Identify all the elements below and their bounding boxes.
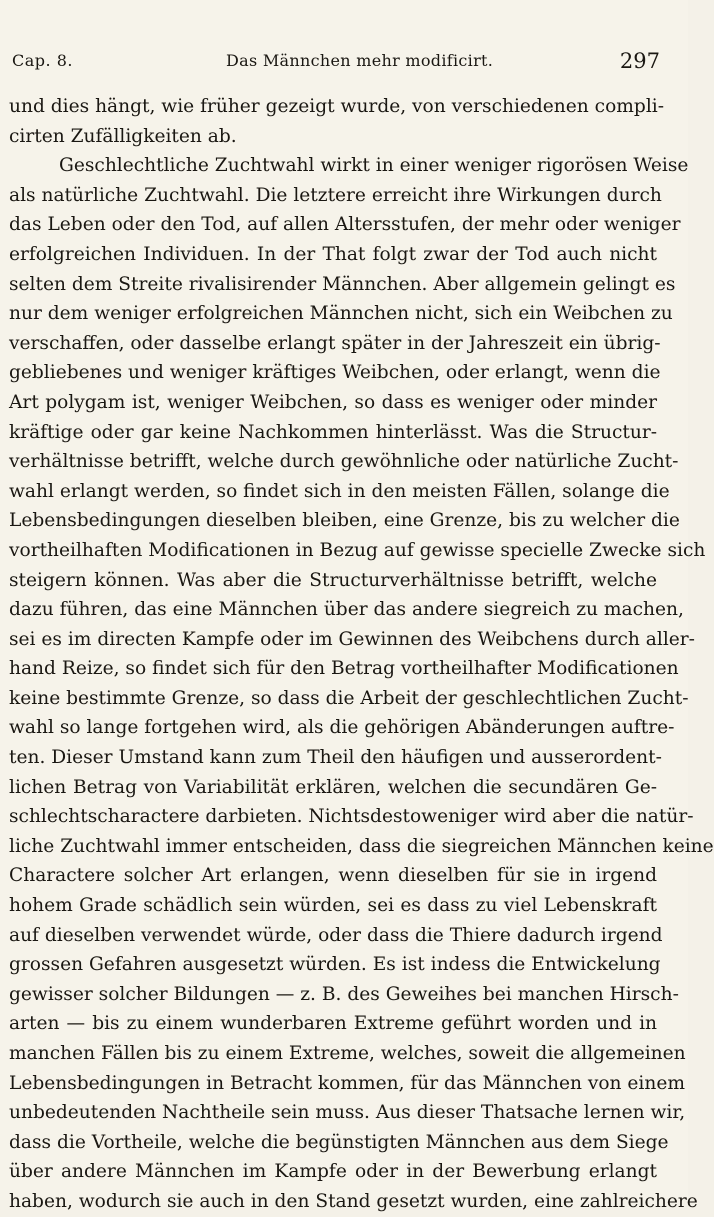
text-line: schlechtscharactere darbieten. Nichtsdestoweniger wird aber die natür- [9, 806, 694, 828]
text-line: keine bestimmte Grenze, so dass die Arbeit der geschlechtlichen Zucht- [9, 687, 689, 709]
text-line: liche Zuchtwahl immer entscheiden, dass die siegreichen Männchen keine [9, 835, 714, 857]
text-line: hohem Grade schädlich sein würden, sei es dass zu viel Lebenskraft [9, 895, 657, 917]
body-text [9, 92, 714, 1217]
text-line: Charactere solcher Art erlangen, wenn dieselben für sie in irgend [9, 865, 657, 887]
text-line: erfolgreichen Individuen. In der That folgt zwar der Tod auch nicht [9, 243, 657, 265]
text-line: auf dieselben verwendet würde, oder dass die Thiere dadurch irgend [9, 924, 663, 946]
text-line: selten dem Streite rivalisirender Männchen. Aber allgemein gelingt es [9, 273, 676, 295]
text-line: Lebensbedingungen in Betracht kommen, für das Männchen von einem [9, 1072, 685, 1094]
text-line: dass die Vortheile, welche die begünstigten Männchen aus dem Siege [9, 1131, 669, 1153]
chapter-label: Cap. 8. [12, 51, 73, 70]
text-line: vortheilhaften Modificationen in Bezug auf gewisse specielle Zwecke sich [9, 539, 706, 561]
text-line: manchen Fällen bis zu einem Extreme, welches, soweit die allgemeinen [9, 1043, 686, 1064]
text-line: dazu führen, das eine Männchen über das andere siegreich zu machen, [9, 599, 684, 621]
text-line: Geschlechtliche Zuchtwahl wirkt in einer weniger rigorösen Weise [59, 155, 689, 177]
text-line: kräftige oder gar keine Nachkommen hinterlässt. Was die Structur- [9, 421, 657, 443]
text-line: verschaffen, oder dasselbe erlangt später in der Jahreszeit ein übrig- [9, 332, 661, 354]
text-line: hand Reize, so findet sich für den Betrag vortheilhafter Modificationen [9, 658, 679, 680]
text-line: wahl so lange fortgehen wird, als die gehörigen Abänderungen auftre- [9, 717, 675, 739]
text-line: arten — bis zu einem wunderbaren Extreme geführt worden und in [9, 1013, 657, 1035]
text-line: wahl erlangt werden, so findet sich in den meisten Fällen, solange die [9, 480, 670, 502]
text-line: haben, wodurch sie auch in den Stand gesetzt wurden, eine zahlreichere [9, 1190, 698, 1212]
text-line: als natürliche Zuchtwahl. Die letztere erreicht ihre Wirkungen durch [9, 184, 662, 206]
text-line: unbedeutenden Nachtheile sein muss. Aus dieser Thatsache lernen wir, [9, 1102, 686, 1124]
text-line: Art polygam ist, weniger Weibchen, so dass es weniger oder minder [9, 391, 657, 413]
page-number: 297 [619, 49, 660, 73]
text-line: sei es im directen Kampfe oder im Gewinnen des Weibchens durch aller- [9, 628, 695, 650]
text-line: lichen Betrag von Variabilität erklären, welchen die secundären Ge- [9, 776, 657, 798]
text-line: gewisser solcher Bildungen — z. B. des Geweihes bei manchen Hirsch- [9, 983, 679, 1005]
text-line: grossen Gefahren ausgesetzt würden. Es ist indess die Entwickelung [9, 954, 661, 976]
text-line: verhältnisse betrifft, welche durch gewöhnliche oder natürliche Zucht- [9, 451, 679, 473]
text-line: gebliebenes und weniger kräftiges Weibchen, oder erlangt, wenn die [9, 362, 661, 384]
text-line: das Leben oder den Tod, auf allen Altersstufen, der mehr oder weniger [9, 214, 681, 236]
text-line: cirten Zufälligkeiten ab. [9, 125, 237, 147]
text-line: nur dem weniger erfolgreichen Männchen nicht, sich ein Weibchen zu [9, 303, 673, 325]
text-line: steigern können. Was aber die Structurverhältnisse betrifft, welche [9, 569, 657, 591]
page-header [12, 47, 662, 77]
text-line: und dies hängt, wie früher gezeigt wurde, von verschiedenen compli- [9, 96, 664, 117]
text-line: ten. Dieser Umstand kann zum Theil den häufigen und ausserordent- [9, 747, 662, 769]
text-line: Lebensbedingungen dieselben bleiben, eine Grenze, bis zu welcher die [9, 510, 680, 532]
running-title: Das Männchen mehr modificirt. [226, 51, 494, 70]
text-line: über andere Männchen im Kampfe oder in der Bewerbung erlangt [9, 1161, 657, 1183]
